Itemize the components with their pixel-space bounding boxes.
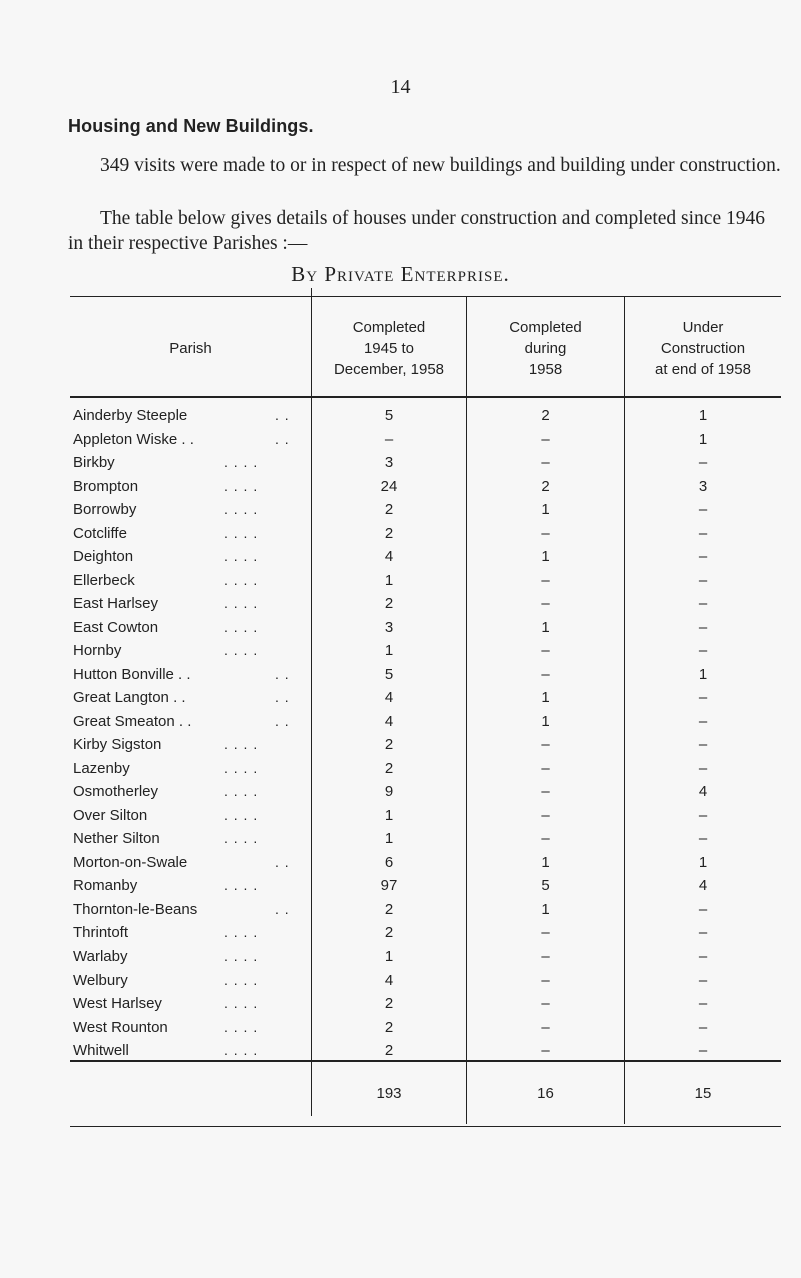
- completed-1958-value: –: [541, 830, 550, 848]
- parish-name: Great Langton . .: [73, 689, 186, 707]
- leader-dots: . . . .: [224, 595, 259, 612]
- completed-1958-value: 1: [541, 618, 550, 636]
- leader-dots: . . . .: [224, 995, 259, 1011]
- parish-name: Thornton-le-Beans: [73, 900, 198, 918]
- leader-dots: . . . .: [224, 618, 259, 635]
- leader-dots: . . . .: [224, 524, 259, 541]
- header-bottom-rule: [70, 396, 781, 398]
- completed-1958-value: –: [541, 454, 550, 471]
- completed-1958-value: 1: [541, 548, 550, 566]
- table-row: [70, 431, 781, 453]
- under-construction-value: –: [698, 454, 708, 471]
- total-under-construction: 15: [694, 1085, 712, 1102]
- leader-dots: . .: [275, 430, 290, 447]
- header-line: Construction: [660, 340, 746, 357]
- table-row: [70, 595, 781, 617]
- under-construction-value: 4: [698, 783, 708, 801]
- leader-dots: . .: [275, 407, 290, 423]
- completed-1945-value: 2: [384, 736, 394, 754]
- page-number: 14: [390, 76, 411, 98]
- completed-1945-value: 1: [384, 806, 394, 824]
- completed-1945-value: 1: [384, 948, 394, 965]
- completed-1945-value: 4: [384, 971, 394, 989]
- under-construction-value: –: [698, 689, 708, 707]
- table-row: [70, 572, 781, 594]
- leader-dots: . .: [275, 712, 290, 729]
- leader-dots: . . . .: [224, 571, 259, 588]
- completed-1958-value: –: [541, 924, 550, 942]
- completed-1958-value: –: [541, 665, 550, 683]
- completed-1958-value: 2: [541, 407, 550, 424]
- parish-name: Morton-on-Swale: [73, 853, 188, 871]
- completed-1945-value: 2: [384, 1042, 394, 1059]
- under-construction-value: –: [698, 595, 708, 613]
- leader-dots: . . . .: [224, 477, 259, 494]
- table-bottom-rule: [70, 1126, 781, 1127]
- completed-1958-value: –: [541, 1018, 550, 1036]
- leader-dots: . . . .: [224, 736, 259, 753]
- table-row: [70, 877, 781, 899]
- parish-name: Birkby: [73, 454, 115, 471]
- total-completed-1958: 16: [537, 1085, 554, 1102]
- completed-1945-value: 2: [384, 900, 394, 918]
- completed-1945-value: 24: [380, 477, 398, 495]
- table-row: [70, 501, 781, 523]
- table-row: [70, 1042, 781, 1064]
- parish-name: Warlaby: [73, 948, 128, 965]
- under-construction-value: –: [698, 924, 708, 942]
- parish-name: Cotcliffe: [73, 524, 127, 542]
- leader-dots: . . . .: [224, 501, 259, 518]
- leader-dots: . . . .: [224, 830, 259, 847]
- table-row: [70, 407, 781, 429]
- completed-1945-value: 2: [384, 924, 394, 942]
- table-row: [70, 901, 781, 923]
- table-row: [70, 948, 781, 970]
- table-row: [70, 995, 781, 1017]
- under-construction-value: –: [698, 524, 708, 542]
- under-construction-value: –: [698, 971, 708, 989]
- completed-1958-value: –: [541, 430, 550, 448]
- completed-1958-value: –: [541, 642, 550, 660]
- completed-1945-value: 2: [384, 501, 394, 519]
- completed-1945-value: 2: [384, 1018, 394, 1036]
- leader-dots: . .: [275, 900, 290, 917]
- leader-dots: . . . .: [224, 759, 259, 776]
- completed-1958-value: 1: [541, 712, 550, 730]
- parish-name: Romanby: [73, 877, 138, 895]
- total-completed-1945: 193: [376, 1085, 402, 1102]
- completed-1958-value: –: [541, 806, 550, 824]
- table-row: [70, 454, 781, 476]
- under-construction-value: –: [698, 1042, 708, 1059]
- parish-name: Welbury: [73, 971, 128, 989]
- table-row: [70, 924, 781, 946]
- completed-1945-value: 3: [384, 454, 394, 471]
- parish-name: Borrowby: [73, 501, 137, 519]
- parish-name: Hutton Bonville . .: [73, 665, 191, 683]
- under-construction-value: –: [698, 995, 708, 1012]
- completed-1958-value: –: [541, 759, 550, 777]
- table-subheading: By Private Enterprise.: [291, 262, 510, 286]
- under-construction-value: 1: [698, 407, 708, 424]
- completed-1958-value: –: [541, 595, 550, 613]
- completed-1945-value: 2: [384, 759, 394, 777]
- under-construction-value: 3: [698, 477, 708, 495]
- parish-name: Appleton Wiske . .: [73, 430, 194, 448]
- header-line: 1945 to: [363, 340, 415, 357]
- parish-name: Ainderby Steeple: [73, 407, 188, 424]
- table-row: [70, 525, 781, 547]
- completed-1945-value: 6: [384, 853, 394, 871]
- section-heading: Housing and New Buildings.: [68, 116, 314, 136]
- completed-1958-value: –: [541, 736, 550, 754]
- leader-dots: . . . .: [224, 1018, 259, 1035]
- parish-name: Whitwell: [73, 1042, 129, 1059]
- table-row: [70, 783, 781, 805]
- completed-1945-value: 5: [384, 407, 394, 424]
- under-construction-value: –: [698, 618, 708, 636]
- completed-1945-value: 4: [384, 712, 394, 730]
- completed-1958-value: –: [541, 1042, 550, 1059]
- totals-row: [70, 1085, 781, 1107]
- leader-dots: . . . .: [224, 783, 259, 800]
- header-parish: [70, 338, 311, 359]
- under-construction-value: –: [698, 548, 708, 566]
- under-construction-value: –: [698, 1018, 708, 1036]
- parish-name: West Harlsey: [73, 995, 162, 1012]
- parish-name: Nether Silton: [73, 830, 160, 848]
- leader-dots: . .: [275, 853, 290, 870]
- table-row: [70, 736, 781, 758]
- parish-name: Thrintoft: [73, 924, 129, 942]
- completed-1958-value: –: [541, 783, 550, 801]
- under-construction-value: –: [698, 501, 708, 519]
- table-row: [70, 807, 781, 829]
- completed-1958-value: 1: [541, 501, 550, 519]
- table-row: [70, 830, 781, 852]
- under-construction-value: 1: [698, 665, 708, 683]
- parish-name: Osmotherley: [73, 783, 159, 801]
- parish-name: East Cowton: [73, 618, 159, 636]
- leader-dots: . .: [275, 689, 290, 706]
- leader-dots: . . . .: [224, 924, 259, 941]
- under-construction-value: –: [698, 712, 708, 730]
- completed-1958-value: –: [541, 571, 550, 589]
- leader-dots: . . . .: [224, 548, 259, 565]
- parish-name: Deighton: [73, 548, 134, 566]
- completed-1958-value: –: [541, 948, 550, 965]
- completed-1945-value: 1: [384, 830, 394, 848]
- completed-1945-value: –: [384, 430, 394, 448]
- completed-1958-value: –: [541, 524, 550, 542]
- parish-name: West Rounton: [73, 1018, 168, 1036]
- leader-dots: . . . .: [224, 971, 259, 988]
- header-line: Completed: [352, 319, 426, 336]
- completed-1958-value: 1: [541, 853, 550, 871]
- header-line: at end of 1958: [655, 361, 751, 378]
- completed-1958-value: –: [541, 995, 550, 1012]
- table-top-rule: [70, 296, 781, 297]
- header-line: during: [524, 340, 567, 357]
- completed-1958-value: –: [541, 971, 550, 989]
- leader-dots: . . . .: [224, 1042, 259, 1058]
- completed-1958-value: 5: [541, 877, 550, 895]
- table-row: [70, 548, 781, 570]
- completed-1945-value: 2: [384, 995, 394, 1012]
- header-parish-text: Parish: [169, 340, 212, 357]
- completed-1958-value: 1: [541, 900, 550, 918]
- completed-1945-value: 1: [384, 642, 394, 660]
- leader-dots: . . . .: [224, 948, 259, 964]
- table-row: [70, 854, 781, 876]
- table-row: [70, 619, 781, 641]
- table-row: [70, 972, 781, 994]
- houses-table: [70, 296, 781, 1102]
- completed-1945-value: 5: [384, 665, 394, 683]
- under-construction-value: –: [698, 759, 708, 777]
- leader-dots: . . . .: [224, 877, 259, 894]
- completed-1958-value: 2: [541, 477, 550, 495]
- completed-1945-value: 9: [384, 783, 394, 801]
- completed-1945-value: 4: [384, 548, 394, 566]
- parish-name: Over Silton: [73, 806, 148, 824]
- table-row: [70, 642, 781, 664]
- parish-name: Brompton: [73, 477, 139, 495]
- under-construction-value: –: [698, 736, 708, 754]
- under-construction-value: 1: [698, 853, 708, 871]
- table-row: [70, 760, 781, 782]
- table-row: [70, 666, 781, 688]
- table-row: [70, 1019, 781, 1041]
- table-row: [70, 478, 781, 500]
- leader-dots: . . . .: [224, 806, 259, 823]
- parish-name: Ellerbeck: [73, 571, 135, 589]
- under-construction-value: 1: [698, 430, 708, 448]
- header-under-construction: [625, 317, 781, 380]
- leader-dots: . . . .: [224, 454, 259, 470]
- completed-1945-value: 2: [384, 524, 394, 542]
- table-row: [70, 713, 781, 735]
- paragraph-visits: 349 visits were made to or in respect of new buildings and building under construction.: [100, 155, 781, 176]
- under-construction-value: –: [698, 948, 708, 965]
- parish-name: East Harlsey: [73, 595, 159, 613]
- leader-dots: . .: [275, 665, 290, 682]
- completed-1945-value: 4: [384, 689, 394, 707]
- header-line: 1958: [528, 361, 563, 378]
- parish-name: Hornby: [73, 642, 122, 660]
- header-line: Under: [682, 319, 724, 336]
- under-construction-value: –: [698, 571, 708, 589]
- under-construction-value: –: [698, 830, 708, 848]
- completed-1945-value: 97: [380, 877, 398, 895]
- completed-1945-value: 2: [384, 595, 394, 613]
- header-completed-1958: [467, 317, 624, 380]
- header-line: December, 1958: [333, 361, 445, 378]
- header-line: Completed: [509, 319, 582, 336]
- completed-1958-value: 1: [541, 689, 550, 707]
- header-completed-1945: [312, 317, 466, 380]
- under-construction-value: –: [698, 806, 708, 824]
- completed-1945-value: 1: [384, 571, 394, 589]
- parish-name: Lazenby: [73, 759, 130, 777]
- completed-1945-value: 3: [384, 618, 394, 636]
- leader-dots: . . . .: [224, 642, 259, 659]
- parish-name: Great Smeaton . .: [73, 712, 192, 730]
- under-construction-value: 4: [698, 877, 708, 895]
- paragraph-table-intro: The table below gives details of houses under construction and completed since 1946 in their respective Parishes :—: [68, 208, 765, 254]
- table-row: [70, 689, 781, 711]
- under-construction-value: –: [698, 900, 708, 918]
- under-construction-value: –: [698, 642, 708, 660]
- parish-name: Kirby Sigston: [73, 736, 162, 754]
